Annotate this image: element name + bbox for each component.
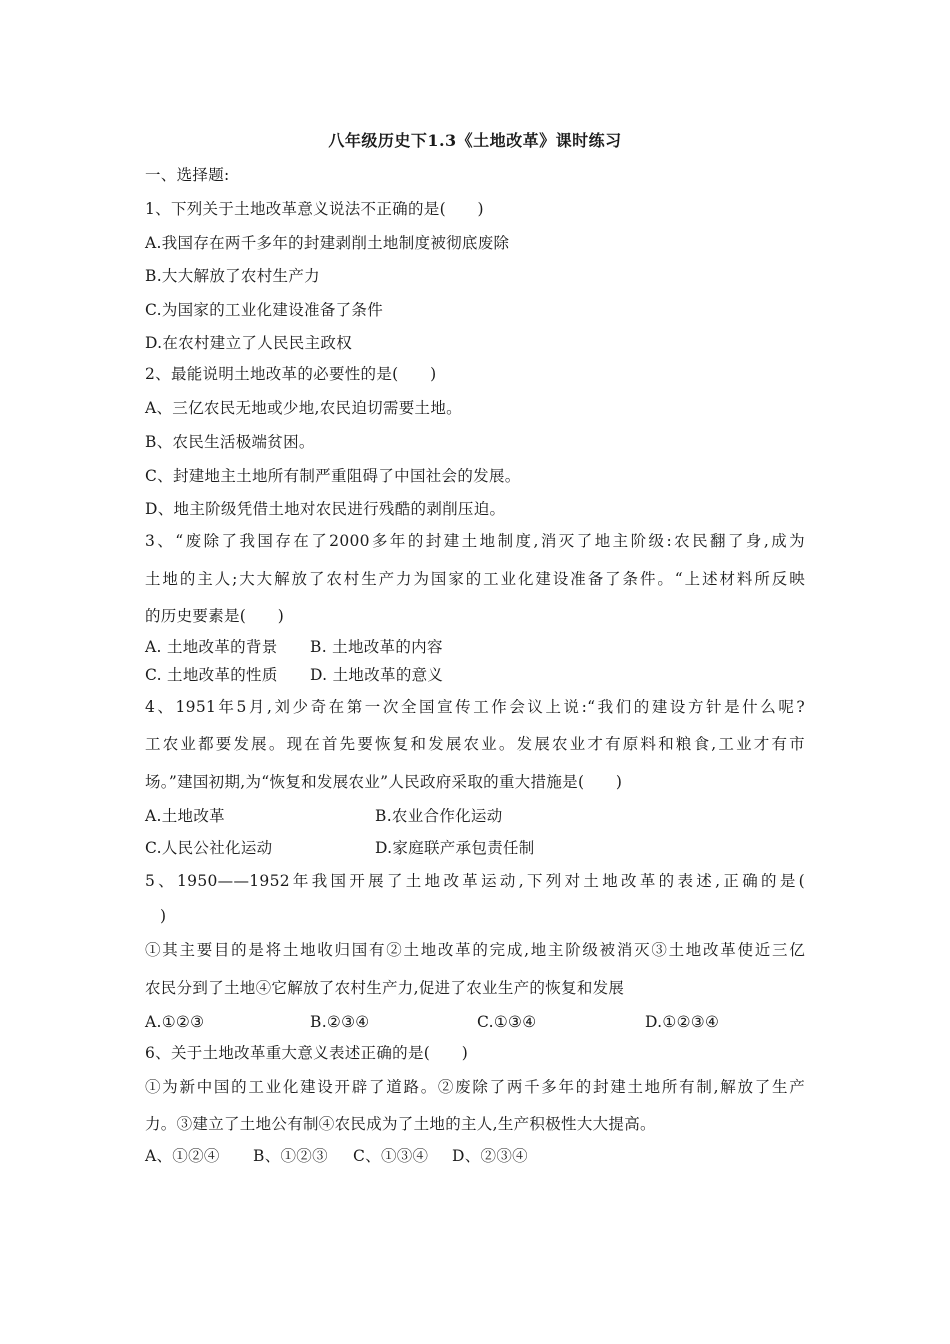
q6-option-b: B、①②③ <box>253 1147 328 1165</box>
q3-line-3: 的历史要素是( ) <box>145 607 285 625</box>
q5-line-3: ①其主要目的是将土地收归国有②土地改革的完成,地主阶级被消灭③土地改革使近三亿 <box>145 941 805 959</box>
q4-line-3: 场。”建国初期,为“恢复和发展农业”人民政府采取的重大措施是( ) <box>145 773 623 791</box>
q6-option-d: D、②③④ <box>452 1147 528 1165</box>
q6-line-3: 力。③建立了土地公有制④农民成为了土地的主人,生产积极性大大提高。 <box>145 1115 656 1133</box>
q3-option-c: C. 土地改革的性质 <box>145 666 278 684</box>
q5-line-2: ) <box>160 907 167 925</box>
section-heading: 一、选择题: <box>145 166 230 184</box>
q5-option-d: D.①②③④ <box>645 1013 720 1031</box>
q4-option-c: C.人民公社化运动 <box>145 839 273 857</box>
q1-option-a: A.我国存在两千多年的封建剥削土地制度被彻底废除 <box>145 234 510 252</box>
q4-option-b: B.农业合作化运动 <box>375 807 503 825</box>
q1-option-d: D.在农村建立了人民民主政权 <box>145 334 353 352</box>
q5-option-c: C.①③④ <box>477 1013 537 1031</box>
q5-line-4: 农民分到了土地④它解放了农村生产力,促进了农业生产的恢复和发展 <box>145 979 625 997</box>
q1-stem: 1、下列关于土地改革意义说法不正确的是( ) <box>145 200 484 218</box>
q5-option-b: B.②③④ <box>310 1013 370 1031</box>
q3-line-2: 土地的主人;大大解放了农村生产力为国家的工业化建设准备了条件。“上述材料所反映 <box>145 570 805 588</box>
q2-option-d: D、地主阶级凭借土地对农民进行残酷的剥削压迫。 <box>145 500 506 518</box>
q3-option-a: A. 土地改革的背景 <box>145 638 278 656</box>
page-title: 八年级历史下1.3《土地改革》课时练习 <box>328 131 622 150</box>
q1-option-b: B.大大解放了农村生产力 <box>145 267 320 285</box>
q3-option-b: B. 土地改革的内容 <box>310 638 443 656</box>
q3-option-d: D. 土地改革的意义 <box>310 666 444 684</box>
q2-option-a: A、三亿农民无地或少地,农民迫切需要土地。 <box>145 399 462 417</box>
q6-line-2: ①为新中国的工业化建设开辟了道路。②废除了两千多年的封建土地所有制,解放了生产 <box>145 1078 805 1096</box>
q6-stem: 6、关于土地改革重大意义表述正确的是( ) <box>145 1044 469 1062</box>
q4-option-a: A.土地改革 <box>145 807 225 825</box>
q5-option-a: A.①②③ <box>145 1013 205 1031</box>
q4-line-1: 4、1951年5月,刘少奇在第一次全国宣传工作会议上说:“我们的建设方针是什么呢? <box>145 698 805 716</box>
q3-line-1: 3、“废除了我国存在了2000多年的封建土地制度,消灭了地主阶级:农民翻了身,成为 <box>145 532 805 550</box>
q2-option-b: B、农民生活极端贫困。 <box>145 433 315 451</box>
q5-line-1: 5、1950——1952年我国开展了土地改革运动,下列对土地改革的表述,正确的是( <box>145 872 805 890</box>
q1-option-c: C.为国家的工业化建设准备了条件 <box>145 301 384 319</box>
q4-line-2: 工农业都要发展。现在首先要恢复和发展农业。发展农业才有原料和粮食,工业才有市 <box>145 735 805 753</box>
q2-stem: 2、最能说明土地改革的必要性的是( ) <box>145 365 437 383</box>
q6-option-c: C、①③④ <box>353 1147 429 1165</box>
q6-option-a: A、①②④ <box>145 1147 220 1165</box>
q2-option-c: C、封建地主土地所有制严重阻碍了中国社会的发展。 <box>145 467 521 485</box>
q4-option-d: D.家庭联产承包责任制 <box>375 839 535 857</box>
